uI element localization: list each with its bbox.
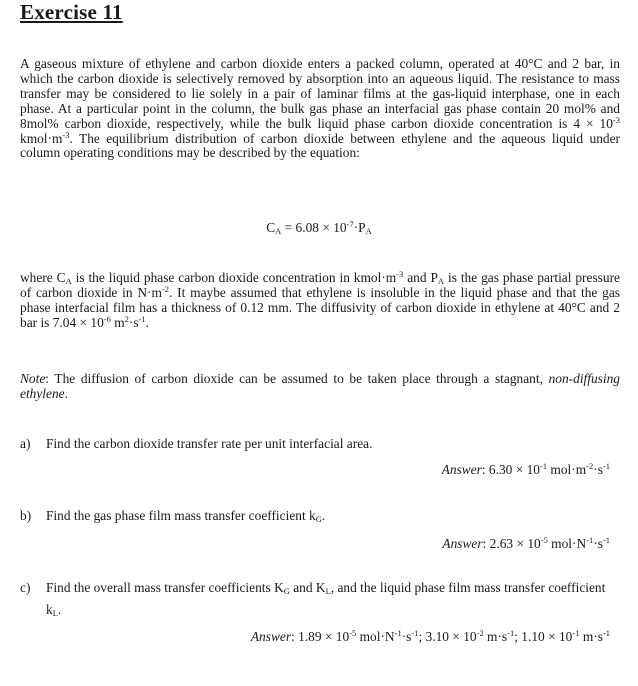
- answer-a-exp-1: -1: [539, 461, 548, 471]
- answer-b-value: : 2.63 × 10: [482, 536, 541, 551]
- answer-c-unit-1: mol·N: [356, 629, 395, 644]
- eq-exp: -7: [346, 219, 354, 229]
- answer-c-value-1: : 1.89 × 10: [291, 629, 350, 644]
- def-text-8: .: [145, 314, 150, 330]
- answer-c-unit-4: m·s: [579, 629, 603, 644]
- answer-b-unit-1: mol·N: [547, 536, 587, 551]
- def-text-2: is the liquid phase carbon dioxide concentration in kmol·m: [71, 270, 397, 285]
- answer-a-label: Answer: [441, 462, 482, 477]
- answer-c-exp-7: -1: [602, 628, 610, 638]
- question-a-label: a): [20, 436, 31, 451]
- question-c-text-4: .: [57, 602, 62, 617]
- intro-exp-2: -3: [62, 129, 70, 140]
- def-text-4: is the gas phase partial pressure of carbon dioxide in N·m: [20, 270, 620, 300]
- intro-text-3: . The equilibrium distribution of carbon dioxide between ethylene and the aqueous liquid under column operating conditions may be described by the equation:: [20, 130, 620, 161]
- variable-definitions: [20, 271, 620, 331]
- intro-exp-1: -3: [612, 114, 620, 125]
- answer-a-unit-2: ·s: [593, 462, 603, 477]
- question-b-label: b): [20, 508, 32, 523]
- question-c-text-2: and K: [289, 580, 326, 595]
- intro-text-2: kmol·m: [20, 130, 63, 146]
- question-c-sub-3: L: [52, 608, 58, 618]
- answer-b-exp-1: -5: [540, 535, 548, 545]
- answer-c-exp-1: -5: [349, 628, 357, 638]
- answer-b: [442, 536, 610, 552]
- answer-a-value: : 6.30 × 10: [481, 462, 540, 477]
- def-exp-1: -3: [396, 269, 404, 279]
- answer-c: [251, 629, 610, 645]
- question-c-label: c): [20, 580, 31, 595]
- answer-c-label: Answer: [250, 629, 292, 644]
- answer-b-label: Answer: [442, 536, 483, 551]
- question-c-sub-2: L: [325, 586, 331, 596]
- eq-coefficient: = 6.08 × 10: [281, 220, 347, 235]
- def-exp-3: -6: [103, 313, 111, 324]
- answer-a-exp-2: -2: [586, 461, 594, 471]
- answer-c-exp-4: -2: [476, 628, 484, 638]
- note-text: : The diffusion of carbon dioxide can be assumed to be taken place through a stagnant,: [45, 371, 549, 386]
- question-c-text: [46, 577, 606, 621]
- answer-c-unit-2: ·s: [401, 629, 412, 644]
- question-c-sub-1: G: [283, 586, 290, 596]
- note-end: .: [64, 385, 68, 401]
- answer-c-value-3: ; 1.10 × 10: [514, 629, 573, 644]
- def-text-6: m: [110, 314, 125, 330]
- eq-rhs: ·P: [353, 220, 366, 235]
- def-exp-5: -1: [138, 313, 146, 324]
- note-italic-text: non-diffusing ethylene: [20, 371, 620, 401]
- question-b-sub: G: [315, 514, 322, 524]
- eq-lhs-sub: A: [275, 226, 282, 236]
- answer-a: [442, 462, 610, 478]
- answer-a-unit-1: mol·m: [547, 462, 587, 477]
- question-b-text-main: Find the gas phase film mass transfer coefficient k: [46, 508, 316, 523]
- answer-c-exp-5: -1: [507, 628, 515, 638]
- answer-c-exp-3: -1: [411, 628, 419, 638]
- answer-c-exp-2: -1: [394, 628, 402, 638]
- def-text-1: where C: [20, 270, 66, 285]
- question-a-text: Find the carbon dioxide transfer rate per unit interfacial area.: [46, 436, 373, 451]
- eq-lhs: C: [266, 220, 276, 235]
- def-text-5: . It maybe assumed that ethylene is insoluble in the liquid phase and that the gas phase interfacial film has a thickness of 0.12 mm. The diffusivity of carbon dioxide in ethylene at 40°C and 2 bar is 7.04 × 10: [20, 284, 621, 330]
- answer-c-value-2: ; 3.10 × 10: [418, 629, 477, 644]
- answer-c-unit-3: m·s: [483, 629, 508, 644]
- question-c-text-3: , and the liquid phase film mass transfer coefficient k: [46, 580, 606, 617]
- question-b-text: [46, 509, 606, 524]
- def-exp-2: -2: [161, 283, 170, 294]
- problem-statement: [20, 57, 620, 161]
- eq-rhs-sub: A: [365, 226, 372, 236]
- answer-b-exp-2: -1: [586, 535, 594, 545]
- def-text-3: and P: [403, 270, 438, 285]
- def-exp-4: 2: [124, 313, 129, 324]
- intro-text-1: A gaseous mixture of ethylene and carbon dioxide enters a packed column, operated at 40°C and 2 bar, in which the carbon dioxide is selectively removed by absorption into an aqueous liquid. The resistance to mass transfer may be considered to lie solely in a pair of laminar films at the gas-liquid interphase, one in each phase. At a particular point in the column, the bulk gas phase an interfacial gas phase contain 20 mol% and 8mol% carbon dioxide, respectively, while the bulk liquid phase carbon dioxide concentration is 4 × 10: [20, 56, 620, 131]
- def-sub-2: A: [437, 276, 445, 286]
- question-c-text-1: Find the overall mass transfer coefficients K: [46, 580, 284, 595]
- def-text-7: ·s: [128, 314, 139, 330]
- def-sub-1: A: [65, 276, 72, 286]
- note-paragraph: [20, 372, 620, 402]
- exercise-title: Exercise 11: [20, 0, 123, 24]
- answer-b-unit-2: ·s: [593, 536, 603, 551]
- note-label: Note: [20, 371, 46, 386]
- question-b-end: .: [321, 508, 326, 523]
- equilibrium-equation: [0, 220, 638, 236]
- answer-b-exp-3: -1: [602, 535, 610, 545]
- answer-c-exp-6: -1: [572, 628, 580, 638]
- answer-a-exp-3: -1: [602, 461, 610, 471]
